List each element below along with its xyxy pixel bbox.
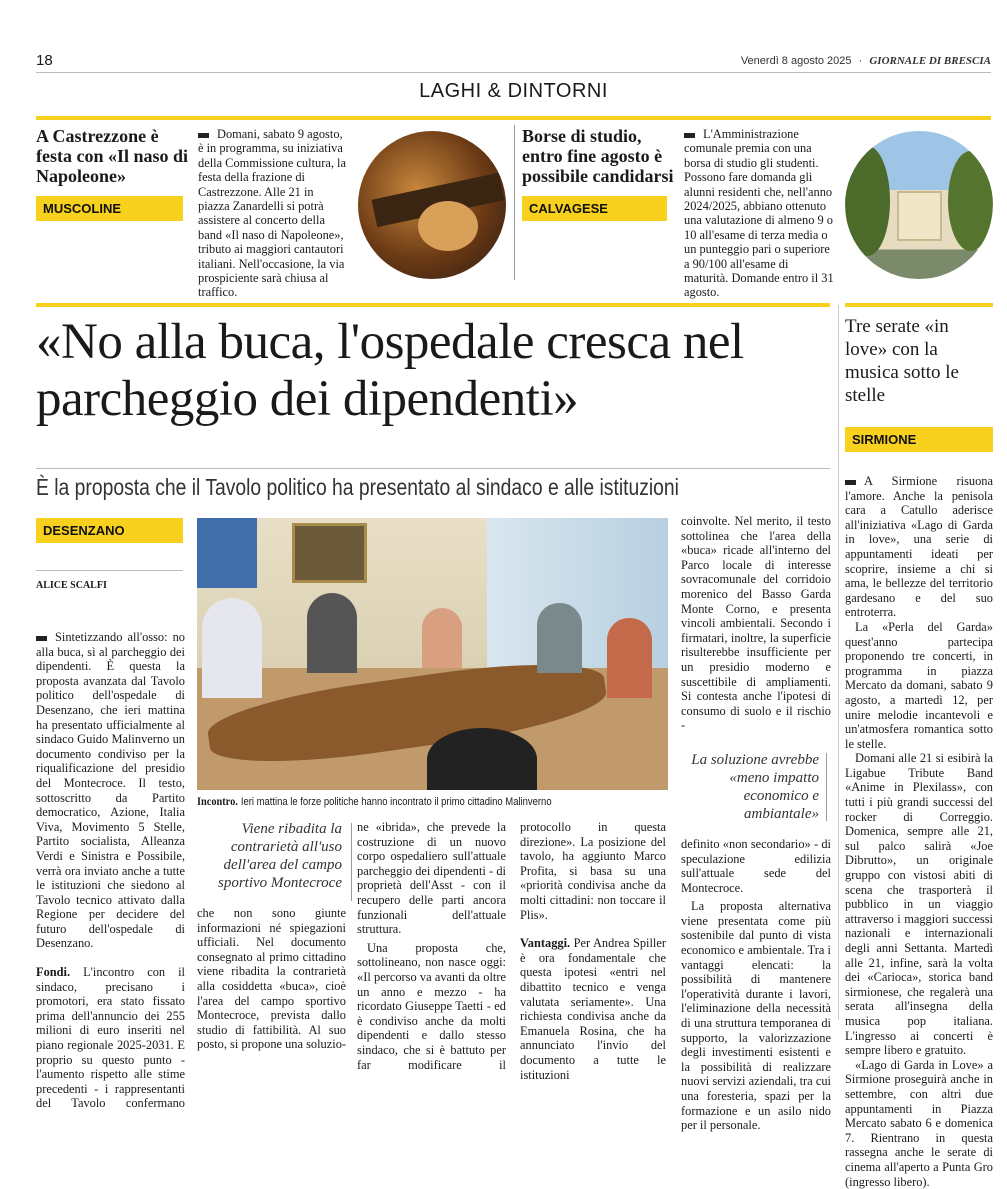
side-article	[845, 315, 995, 1189]
side-rule	[845, 303, 993, 307]
column-5	[681, 514, 831, 1133]
paragraph: La proposta alternativa viene presentata come più sostenibile dal punto di vista economico e ambientale. Tra i vantaggi elencati: la possibilità di mantenere l'operatività durante i lavori, l'eliminazione della necessità di una struttura temporanea di supporto, la valorizzazione degli investimenti esistenti e la possibilità di realizzare nuovi servizi aziendali, tra cui una foresteria, spazi per la formazione e un asilo nido per il personale.	[681, 899, 831, 1133]
section-rule	[36, 116, 991, 120]
pull-quote-2: La soluzione avrebbe «meno impatto economico e ambiantale»	[691, 751, 819, 822]
side-title: Tre serate «in love» con la musica sotto le stelle	[845, 316, 959, 406]
quote-rule	[826, 753, 827, 821]
side-divider	[838, 305, 839, 1020]
side-tag: SIRMIONE	[845, 427, 993, 452]
paragraph-lead: Fondi.	[36, 965, 71, 980]
bullet-icon	[36, 636, 47, 641]
brief2-title: Borse di studio, entro fine agosto è possibile candidarsi	[522, 126, 674, 186]
guitar-photo	[358, 131, 506, 279]
paragraph: definito «non secondario» - di speculazione edilizia sull'attuale sede del Montecroce.	[681, 836, 831, 895]
town-hall-photo	[845, 131, 993, 279]
pull-quote-2-wrap	[681, 751, 831, 823]
paragraph: La «Perla del Garda» quest'anno partecipa proponendo tre concerti, in programma in piazza Mercato da domani, sabato 9 agosto, a martedì 12, per unire melodie incantevoli e un'atmosfera romantica sotto le stelle.	[845, 619, 993, 751]
column-2	[197, 906, 346, 1052]
newspaper-name: GIORNALE DI BRESCIA	[869, 55, 991, 67]
side-body	[845, 474, 993, 1189]
paragraph: L'incontro con il sindaco, precisano i promotori, era stato fissato prima dell'annuncio dei 255 milioni di euro inseriti nel piano regionale 2025-2031. E proprio su questo punto - l'aumento rispetto alle stime precedenti - i rappresentanti del Tavolo confermano	[36, 965, 185, 1111]
section-title: LAGHI & DINTORNI	[419, 80, 608, 102]
photo-caption	[197, 794, 552, 809]
column-3	[357, 820, 506, 1072]
header-rule	[36, 72, 991, 73]
brief1-tag: MUSCOLINE	[36, 196, 183, 221]
column-1	[36, 630, 185, 1111]
quote-rule	[351, 823, 352, 901]
brief2-tag: CALVAGESE	[522, 196, 667, 221]
location-tag: DESENZANO	[36, 518, 183, 543]
headline-rule	[36, 468, 830, 469]
paragraph-lead: Vantaggi.	[520, 936, 571, 951]
brief1-text	[198, 127, 348, 300]
paragraph: «Lago di Garda in Love» a Sirmione proseguirà anche in settembre, con altri due appuntamenti in Piazza Mercato sabato 6 e domenica 7. Rientrano in questa rassegna anche le serate di cinema all'aperto a Punta Gro (ingresso libero).	[845, 1057, 993, 1189]
bullet-icon	[845, 480, 856, 485]
caption-text: Ieri mattina le forze politiche hanno incontrato il primo cittadino Malinverno	[240, 796, 552, 808]
meeting-photo	[197, 518, 668, 790]
paragraph: ne «ibrida», che prevede la costruzione di un nuovo corpo ospedaliero sull'attuale parcheggio dei dipendenti - di proprietà dell'Asst - con il recupero delle parti ancora funzionali dell'attuale struttura.	[357, 820, 506, 937]
page-header-meta	[741, 55, 991, 67]
paragraph: protocollo in questa direzione». La posizione del tavolo, ha aggiunto Marco Profita, si basa su una «priorità condivisa anche da molti cittadini: non toccare il Plis».	[520, 820, 666, 922]
paragraph: Domani alle 21 si esibirà la Ligabue Tribute Band «Anime in Plexilass», con tutti i più grandi successi del rocker di Correggio. Domenica, sempre alle 21, sul palco salirà «Joe Dibrutto», un originale gruppo con vistosi abiti di scena che trasporterà il pubblico in un viaggio attraverso i maggiori successi nazionali e internazionali degli anni Settanta. Martedì alle 21, infine, sarà la volta dei «Carioca», storica band sirmionese, che regalerà una serata all'insegna della musica pop italiana. L'ingresso ai concerti è sempre libero e gratuito.	[845, 751, 993, 1058]
article-rule	[36, 303, 830, 307]
brief1	[36, 126, 188, 221]
brief1-body: Domani, sabato 9 agosto, è in programma, su iniziativa della Commissione cultura, la festa della frazione di Castrezzone. Alle 21 in piazza Zanardelli si potrà assistere al concerto della band «Il naso di Napoleone», tributo ai maggiori cantautori italiani. Nell'occasione, la via prospiciente sarà chiusa al traffico.	[198, 127, 346, 300]
brief1-title: A Castrezzone è festa con «Il naso di Napoleone»	[36, 126, 189, 186]
paragraph: Una proposta che, sottolineano, non nasce oggi: «Il percorso va avanti da oltre un anno e mezzo - ha ricordato Giuseppe Taetti - ed è condiviso anche da molti dipendenti e dallo stesso sindaco, che si è battuto per far modificare il	[357, 940, 506, 1072]
brief2	[522, 126, 680, 221]
column-4	[520, 820, 666, 1082]
subtitle: È la proposta che il Tavolo politico ha presentato al sindaco e alle istituzioni	[36, 474, 679, 500]
paragraph: che non sono giunte informazioni né spiegazioni ufficiali. Nel documento consegnato al primo cittadino viene ribadita la contrarietà alla cosiddetta «buca», cioè l'area del campo sportivo Montecroce, prevista dallo studio di fattibilità. Al suo posto, si propone una soluzio-	[197, 906, 347, 1052]
author-rule	[36, 570, 183, 571]
paragraph: Sintetizzando all'osso: no alla buca, sì al parcheggio dei dipendenti. È questa la proposta avanzata dal Tavolo politico dell'ospedale di Desenzano, che ieri mattina ha presentato ufficialmente al sindaco Guido Malinverno un documento condiviso per la riqualificazione del presidio del Montecroce. Il testo, sottoscritto da Partito democratico, Azione, Italia Viva, Movimento 5 Stelle, Partito socialista, Alleanza Verdi e Sinistra e Possibile, verrà ora inviato anche a tutte le istituzioni che siedono al Tavolo tecnico attivato dalla Regione per decidere del futuro dell'ospedale di Desenzano.	[36, 630, 185, 951]
brief2-body: L'Amministrazione comunale premia con una borsa di studio gli studenti. Possono fare domanda gli alunni residenti che, nell'anno 2024/2025, abbiano ottenuto una valutazione di almeno 9 o 10 all'esame di terza media o un punteggio pari o superiore a 90/100 all'esame di maturità. Domande entro il 31 agosto.	[684, 127, 834, 300]
separator: ·	[858, 55, 863, 67]
bullet-icon	[684, 133, 695, 138]
paragraph: Per Andrea Spiller è ora fondamentale che questa ipotesi «entri nel dibattito tecnico e venga valutata seriamente». Una richiesta condivisa anche da Emanuela Rosina, che ha annunciato l'invio del documento a tutte le istituzioni	[520, 936, 666, 1082]
paragraph: coinvolte. Nel merito, il testo sottolinea che l'area della «buca» ricade all'interno del Parco locale di interesse sovracomunale del corridoio morenico del Basso Garda Monte Corno, e presenta vincoli ambientali. Secondo i firmatari, inoltre, la superficie risulterebbe insufficiente per un presidio moderno e suscettibile di ampliamenti. Si contesta anche l'ipotesi di consumo di suolo e il rischio -	[681, 514, 831, 733]
headline: «No alla buca, l'ospedale cresca nel parcheggio dei dipendenti»	[36, 314, 744, 427]
brief-divider	[514, 125, 515, 280]
page-number: 18	[36, 52, 53, 69]
caption-label: Incontro.	[197, 794, 238, 808]
paragraph: A Sirmione risuona l'amore. Anche la penisola cara a Catullo aderisce all'iniziativa «Lago di Garda in love», una serie di appuntamenti ideati per scoprire, insieme a chi si ama, le bellezze del territorio gardesano e del suo entroterra.	[845, 474, 993, 620]
column-5-bottom	[681, 837, 831, 1133]
pull-quote-1: Viene ribadita la contrarietà all'uso dell'area del campo sportivo Montecroce	[218, 821, 342, 891]
bullet-icon	[198, 133, 209, 138]
issue-date: Venerdì 8 agosto 2025	[740, 55, 852, 67]
author: ALICE SCALFI	[36, 580, 107, 591]
brief2-text	[684, 127, 834, 300]
column-5-top	[681, 514, 831, 733]
